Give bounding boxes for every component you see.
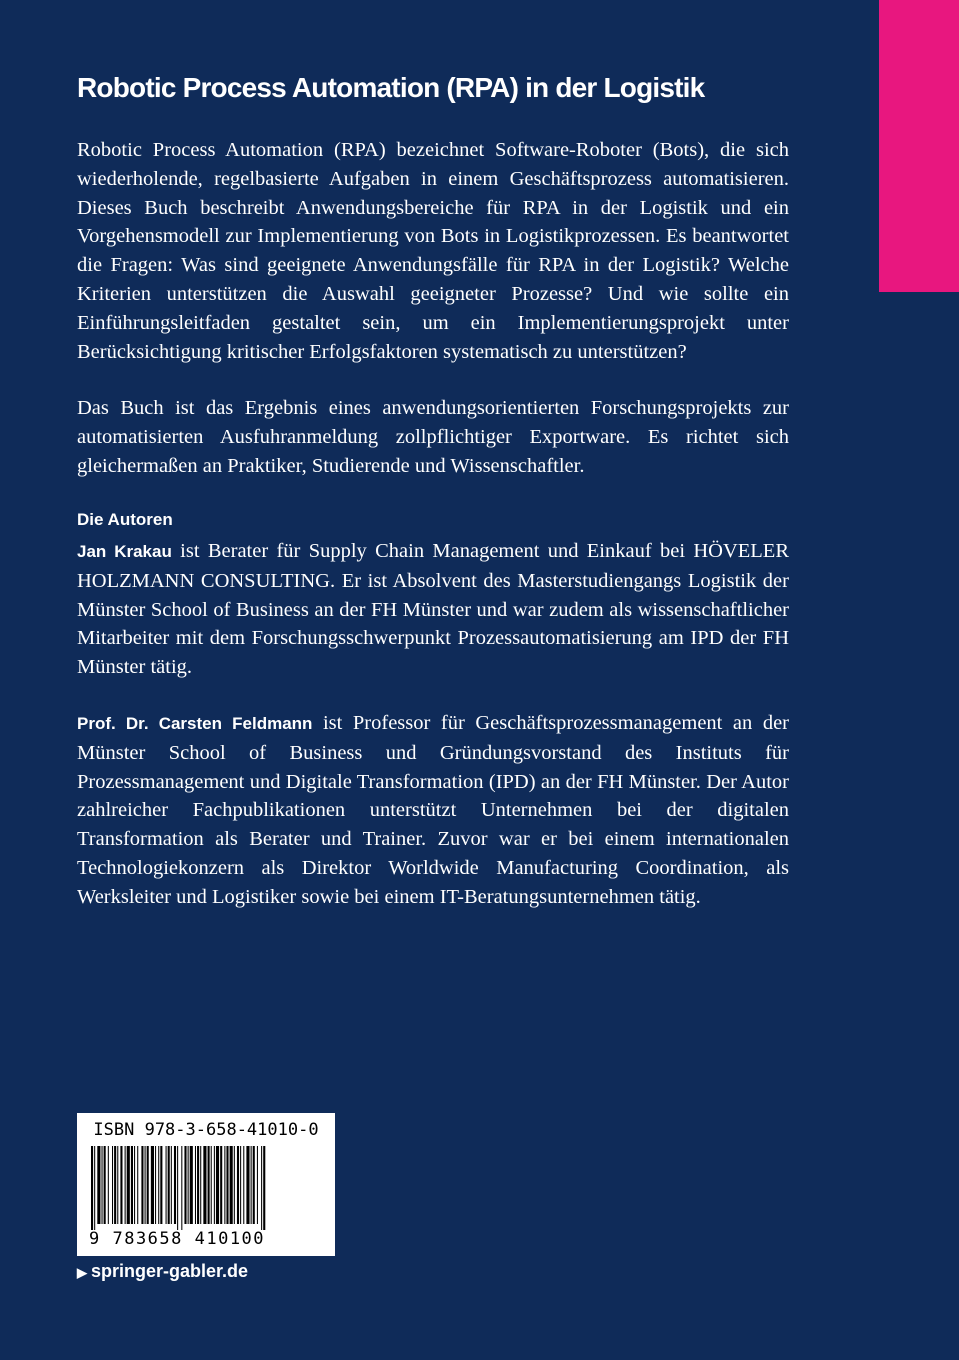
barcode-bar: [145, 1146, 146, 1224]
barcode-bar: [114, 1146, 116, 1224]
barcode-bar: [112, 1146, 113, 1224]
barcode-bar: [91, 1146, 93, 1230]
author-2-bio: [77, 709, 789, 912]
barcode-bar: [137, 1146, 138, 1224]
barcode-bar: [160, 1146, 162, 1224]
author-1-text: ist Berater für Supply Chain Management und Einkauf bei HÖVELER HOLZMANN CONSULTING. Er ist Absolvent des Masterstudiengangs Logistik der Münster School of Business an der FH Münster und war zudem als wissenschaftlicher Mitarbeiter mit dem Forschungsschwerpunkt Prozessautomatisierung am IPD der FH Münster tätig.: [77, 540, 789, 679]
barcode-bar: [141, 1146, 143, 1224]
barcode-bar: [190, 1146, 193, 1224]
barcode-bar: [147, 1146, 149, 1224]
barcode-bar: [188, 1146, 189, 1224]
publisher-website[interactable]: [77, 1261, 248, 1282]
barcode-bars: [91, 1146, 321, 1230]
authors-heading: Die Autoren: [77, 510, 173, 529]
barcode-bar: [94, 1146, 95, 1230]
barcode-bar: [214, 1146, 215, 1224]
barcode-bar: [166, 1146, 167, 1224]
barcode-bar: [224, 1146, 225, 1224]
barcode-bar: [200, 1146, 201, 1224]
barcode-bar: [184, 1146, 186, 1224]
barcode-bar: [237, 1146, 239, 1224]
barcode-bar: [168, 1146, 170, 1224]
barcode-bar: [211, 1146, 212, 1224]
barcode-bar: [102, 1146, 103, 1224]
book-title: Robotic Process Automation (RPA) in der Logistik: [77, 72, 705, 103]
isbn-label: ISBN 978-3-658-41010-0: [93, 1120, 319, 1140]
barcode-bar: [230, 1146, 233, 1224]
author-1-bio: [77, 537, 789, 682]
barcode-bar: [257, 1146, 258, 1224]
author-2-name: Prof. Dr. Carsten Feldmann: [77, 714, 313, 733]
barcode-bar: [195, 1146, 196, 1224]
barcode-bar: [120, 1146, 122, 1224]
barcode-bar: [125, 1146, 126, 1224]
website-url: springer-gabler.de: [91, 1261, 249, 1281]
barcode-bar: [253, 1146, 255, 1224]
barcode-bar: [131, 1146, 133, 1224]
barcode-bar: [243, 1146, 244, 1224]
barcode-bar: [197, 1146, 199, 1224]
barcode-bar: [220, 1146, 222, 1224]
barcode-bar: [108, 1146, 109, 1224]
barcode-bar: [261, 1146, 262, 1230]
barcode-bar: [171, 1146, 172, 1224]
barcode-bar: [246, 1146, 249, 1224]
barcode-bar: [177, 1146, 178, 1230]
barcode-bar: [174, 1146, 176, 1224]
pink-accent-bar: [879, 0, 959, 292]
barcode-bar: [216, 1146, 219, 1224]
barcode-bar: [240, 1146, 241, 1224]
description-paragraph-2: Das Buch ist das Ergebnis eines anwendungsorientierten Forschungsprojekts zur automatisierten Ausfuhranmeldung zollpflichtiger Exportware. Es richtet sich gleichermaßen an Praktiker, Studierende und Wissenschaftler.: [77, 397, 789, 477]
barcode-bar: [181, 1146, 182, 1230]
barcode-bar: [104, 1146, 106, 1224]
description-paragraph-1: Robotic Process Automation (RPA) bezeichnet Software-Roboter (Bots), die sich wiederholende, regelbasierte Aufgaben in einem Geschäftsprozess automatisieren. Dieses Buch beschreibt Anwendungsbereiche für RPA in der Logistik und ein Vorgehensmodell zur Implementierung von Bots in Logistikprozessen. Es beantwortet die Fragen: Was sind geeignete Anwendungsfälle für RPA in der Logistik? Welche Kriterien unterstützen die Auswahl geeigneter Prozesse? Und wie sollte ein Einführungsleitfaden gestaltet sein, um ein Implementierungsprojekt unter Berücksichtigung kritischer Erfolgsfaktoren systematisch zu unterstützen?: [77, 139, 789, 363]
barcode-bar: [203, 1146, 206, 1224]
arrow-right-icon: ▶: [77, 1265, 87, 1280]
barcode-bar: [117, 1146, 118, 1224]
barcode-bar: [251, 1146, 252, 1224]
barcode-bar: [263, 1146, 265, 1230]
barcode-bar: [151, 1146, 154, 1224]
barcode-bar: [134, 1146, 135, 1224]
barcode-bar: [127, 1146, 130, 1224]
barcode-digits: 9 783658 410100: [89, 1229, 266, 1249]
isbn-barcode: [77, 1113, 335, 1256]
barcode-bar: [234, 1146, 235, 1224]
author-2-text: ist Professor für Geschäftsprozessmanagement an der Münster School of Business und Gründungsvorstand des Instituts für Prozessmanagement und Digitale Transformation (IPD) an der FH Münster. Der Autor zahlreicher Fachpublikationen unterstützt Unternehmen bei der digitalen Transformation als Berater und Trainer. Zuvor war er bei einem internationalen Technologiekonzern als Direktor Worldwide Manufacturing Coordination, als Werksleiter und Logistiker sowie bei einem IT-Beratungsunternehmen tätig.: [77, 712, 789, 908]
barcode-bar: [208, 1146, 210, 1224]
barcode-bar: [226, 1146, 228, 1224]
barcode-bar: [155, 1146, 156, 1224]
author-1-name: Jan Krakau: [77, 542, 172, 561]
barcode-bar: [158, 1146, 159, 1224]
barcode-bar: [97, 1146, 100, 1224]
